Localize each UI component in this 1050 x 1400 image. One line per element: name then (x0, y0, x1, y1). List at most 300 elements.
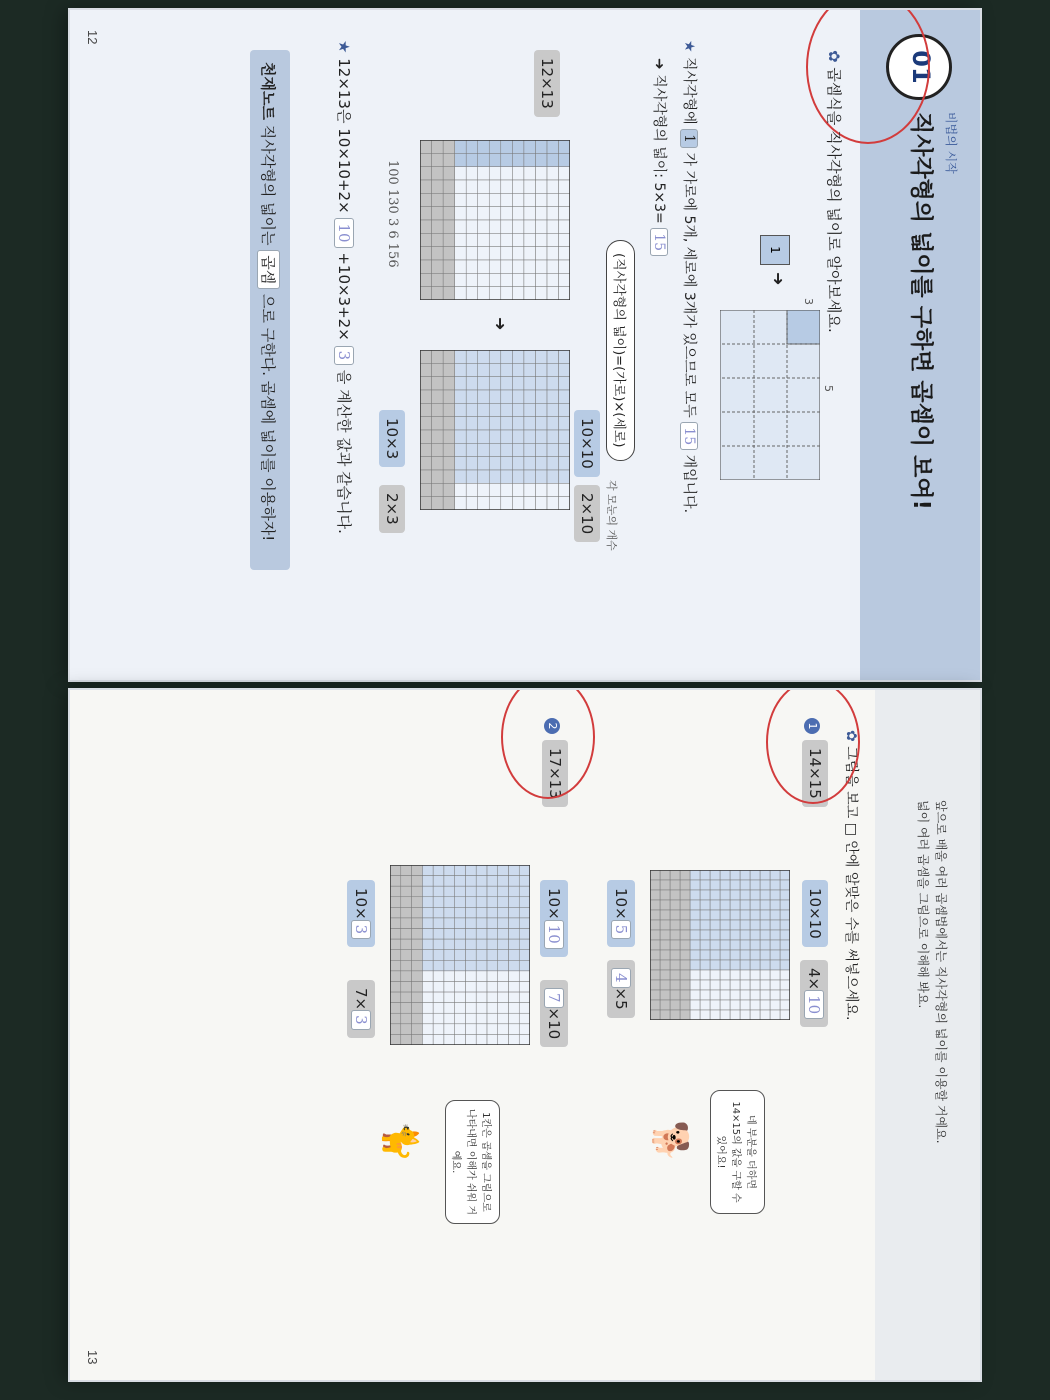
grid-cell (650, 1010, 660, 1020)
grid-cell (780, 940, 790, 950)
grid-cell (670, 910, 680, 920)
grid-cell (680, 950, 690, 960)
grid-cell (508, 971, 519, 982)
grid-cell (680, 1000, 690, 1010)
grid-cell (412, 992, 423, 1003)
grid-cell (498, 950, 509, 961)
grid-cell (770, 1000, 780, 1010)
grid-cell (432, 483, 444, 496)
grid-cell (700, 890, 710, 900)
grid-cell (547, 207, 559, 220)
grid-cell (508, 929, 519, 940)
grid-cell (508, 876, 519, 887)
grid-cell (401, 939, 412, 950)
grid-cell (465, 1024, 476, 1035)
grid-cell (535, 207, 547, 220)
grid-cell (760, 960, 770, 970)
grid-cell (443, 167, 455, 180)
grid-cell (547, 417, 559, 430)
grid-cell (466, 220, 478, 233)
grid-cell (432, 220, 444, 233)
grid-cell (750, 1000, 760, 1010)
grid-cell (535, 260, 547, 273)
grid-cell (390, 876, 401, 887)
grid-cell (432, 377, 444, 390)
grid-cell (720, 950, 730, 960)
grid-cell (524, 457, 536, 470)
grid-cell (501, 377, 513, 390)
grid-cell (524, 193, 536, 206)
grid-cell (524, 470, 536, 483)
grid-cell (740, 1000, 750, 1010)
grid-cell (740, 990, 750, 1000)
grid-cell (720, 990, 730, 1000)
grid-cell (690, 900, 700, 910)
grid-cell (770, 880, 780, 890)
grid-cell (670, 1010, 680, 1020)
grid-cell (466, 140, 478, 153)
grid-cell (444, 1024, 455, 1035)
grid-cell (519, 981, 530, 992)
grid-cell (780, 990, 790, 1000)
grid-cell (422, 1034, 433, 1045)
grid-cell (444, 865, 455, 876)
grid-cell (547, 220, 559, 233)
grid-cell (535, 180, 547, 193)
p1-label-a: 10×10 (802, 880, 828, 947)
arrow-icon: ➜ (491, 317, 510, 331)
grid-cell (422, 897, 433, 908)
grid-cell (770, 980, 780, 990)
grid-cell (478, 287, 490, 300)
grid-cell (740, 1010, 750, 1020)
grid-cell (780, 900, 790, 910)
grid-cell (466, 350, 478, 363)
grid-cell (432, 390, 444, 403)
grid-cell (476, 939, 487, 950)
grid-cell (547, 287, 559, 300)
grid-cell (660, 890, 670, 900)
grid-cell (750, 940, 760, 950)
grid-cell (432, 350, 444, 363)
grid-cell (760, 950, 770, 960)
grid-cell (420, 167, 432, 180)
grid-cell (650, 870, 660, 880)
grid-cell (508, 992, 519, 1003)
grid-cell (420, 180, 432, 193)
grid-cell (750, 880, 760, 890)
grid-cell (512, 363, 524, 376)
grid-cell (547, 377, 559, 390)
grid-cell (412, 1003, 423, 1014)
grid-cell (760, 980, 770, 990)
grid-cell (465, 907, 476, 918)
grid-cell (422, 865, 433, 876)
grid-cell (730, 880, 740, 890)
grid-cell (524, 153, 536, 166)
grid-cell (547, 390, 559, 403)
grid-cell (508, 865, 519, 876)
grid-cell (501, 207, 513, 220)
grid-cell (466, 470, 478, 483)
grid-cell (432, 247, 444, 260)
grid-cell (489, 247, 501, 260)
grid-cell (501, 140, 513, 153)
grid-cell (740, 960, 750, 970)
grid-cell (660, 940, 670, 950)
grid-cell (780, 980, 790, 990)
instruction: ✿ 그림을 보고 □ 안에 알맞은 수를 써넣으세요. (843, 730, 859, 1021)
grid-cell (420, 350, 432, 363)
grid-cell (466, 457, 478, 470)
grid-cell (770, 960, 780, 970)
p2-label-a: 10×10 (540, 880, 568, 957)
grid-cell (498, 992, 509, 1003)
grid-cell (547, 470, 559, 483)
open-workbook (50, 0, 1000, 1400)
grid-cell (455, 497, 467, 510)
grid-cell (700, 1010, 710, 1020)
grid-cell (455, 939, 466, 950)
grid-cell (466, 443, 478, 456)
grid-cell (478, 273, 490, 286)
grid-cell (487, 950, 498, 961)
problem-2-label: 17×13 (542, 740, 568, 807)
grid-cell (465, 876, 476, 887)
grid-cell (478, 430, 490, 443)
grid-cell (420, 207, 432, 220)
grid-cell (476, 876, 487, 887)
grid-cell (420, 470, 432, 483)
grid-cell (501, 403, 513, 416)
grid-cell (455, 971, 466, 982)
grid-cell (444, 950, 455, 961)
grid-cell (443, 457, 455, 470)
grid-5x3-height-label: 3 (802, 298, 815, 305)
grid-cell (433, 897, 444, 908)
grid-cell (558, 363, 570, 376)
grid-cell (465, 992, 476, 1003)
grid-cell (455, 153, 467, 166)
grid-cell (524, 180, 536, 193)
grid-cell (519, 886, 530, 897)
grid-cell (432, 207, 444, 220)
handwriting-sum: 100 130 3 6 156 (385, 160, 400, 268)
grid-cell (478, 403, 490, 416)
grid-cell (750, 990, 760, 1000)
grid-cell (455, 260, 467, 273)
grid-cell (720, 940, 730, 950)
grid-cell (433, 876, 444, 887)
grid-cell (443, 390, 455, 403)
grid-cell (443, 193, 455, 206)
grid-cell (443, 140, 455, 153)
grid-cell (390, 981, 401, 992)
grid-cell (700, 910, 710, 920)
grid-cell (489, 483, 501, 496)
grid-cell (489, 403, 501, 416)
grid-cell (489, 140, 501, 153)
grid-cell (466, 273, 478, 286)
grid-cell (508, 918, 519, 929)
grid-cell (690, 930, 700, 940)
grid-cell (390, 897, 401, 908)
grid-cell (558, 180, 570, 193)
grid-cell (489, 260, 501, 273)
grid-cell (478, 390, 490, 403)
grid-cell (478, 167, 490, 180)
grid-cell (489, 153, 501, 166)
grid-cell (487, 876, 498, 887)
grid-cell (780, 910, 790, 920)
grid-cell (443, 260, 455, 273)
grid-cell (401, 992, 412, 1003)
grid-cell (770, 900, 780, 910)
problem-1-number: 1 (804, 718, 820, 734)
grid-cell (487, 929, 498, 940)
grid-cell (558, 457, 570, 470)
grid-cell (443, 430, 455, 443)
grid-cell (508, 1013, 519, 1024)
grid-cell (524, 140, 536, 153)
grid-cell (412, 960, 423, 971)
grid-cell (512, 167, 524, 180)
grid-cell (498, 876, 509, 887)
grid-cell (519, 897, 530, 908)
grid-cell (519, 1013, 530, 1024)
grid-cell (420, 390, 432, 403)
grid-cell (524, 260, 536, 273)
grid-cell (740, 950, 750, 960)
grid-cell (420, 273, 432, 286)
grid-cell (412, 1024, 423, 1035)
grid-cell (680, 920, 690, 930)
grid-cell (740, 880, 750, 890)
grid-cell (489, 470, 501, 483)
grid-cell (670, 920, 680, 930)
grid-cell (780, 890, 790, 900)
grid-cell (512, 377, 524, 390)
grid-cell (444, 876, 455, 887)
grid-cell (710, 1000, 720, 1010)
grid-cell (690, 950, 700, 960)
grid-cell (512, 430, 524, 443)
grid-cell (720, 980, 730, 990)
grid-cell (660, 930, 670, 940)
grid-cell (390, 960, 401, 971)
grid-cell (660, 950, 670, 960)
grid-cell (455, 886, 466, 897)
grid-cell (690, 910, 700, 920)
grid-cell (512, 207, 524, 220)
grid-cell (498, 1013, 509, 1024)
grid-cell (443, 180, 455, 193)
grid-cell (720, 960, 730, 970)
red-pen-circle (501, 690, 595, 799)
grid-cell (432, 153, 444, 166)
p2-speech-bubble: 1칸은 곱셈을 그림으로 나타내면 이해가 쉬워 거예요. (445, 1100, 500, 1224)
grid-cell (466, 287, 478, 300)
grid-cell (432, 443, 444, 456)
grid-cell (760, 1000, 770, 1010)
grid-cell (420, 417, 432, 430)
grid-cell (730, 900, 740, 910)
grid-cell (432, 457, 444, 470)
grid-cell (487, 1034, 498, 1045)
grid-cell (780, 870, 790, 880)
grid-cell (489, 390, 501, 403)
grid-cell (476, 1024, 487, 1035)
grid-cell (489, 233, 501, 246)
grid-cell (524, 167, 536, 180)
grid-cell (487, 1013, 498, 1024)
grid-cell (650, 880, 660, 890)
grid-cell (680, 990, 690, 1000)
split-label-c: 10×3 (379, 410, 405, 467)
grid-cell (478, 350, 490, 363)
grid-cell (455, 220, 467, 233)
grid-cell (512, 390, 524, 403)
label-12x13: 12×13 (534, 50, 560, 117)
grid-cell (660, 960, 670, 970)
grid-cell (524, 417, 536, 430)
grid-cell (710, 940, 720, 950)
grid-cell (558, 193, 570, 206)
grid-cell (420, 140, 432, 153)
grid-cell (478, 260, 490, 273)
grid-cell (443, 233, 455, 246)
grid-cell (512, 153, 524, 166)
grid-cell (487, 960, 498, 971)
grid-cell (465, 1013, 476, 1024)
formula-box: (직사각형의 넓이)=(가로)×(세로) (606, 240, 635, 461)
grid-cell (519, 876, 530, 887)
grid-cell (770, 870, 780, 880)
paw-icon: ✿ (843, 730, 859, 742)
grid-cell (455, 876, 466, 887)
grid-cell (444, 992, 455, 1003)
grid-cell (390, 1013, 401, 1024)
grid-cell (412, 907, 423, 918)
grid-cell (770, 1010, 780, 1020)
grid-cell (489, 180, 501, 193)
grid-cell (432, 260, 444, 273)
grid-cell (690, 920, 700, 930)
grid-cell (720, 930, 730, 940)
grid-cell (390, 929, 401, 940)
paw-icon: ✿ (825, 50, 843, 63)
grid-cell (512, 233, 524, 246)
p2-label-b: 7×10 (540, 980, 568, 1047)
grid-cell (535, 193, 547, 206)
grid-cell (720, 1000, 730, 1010)
grid-cell (508, 897, 519, 908)
grid-cell (487, 897, 498, 908)
grid-cell (508, 1003, 519, 1014)
grid-cell (780, 1000, 790, 1010)
grid-cell (455, 950, 466, 961)
grid-cell (690, 980, 700, 990)
grid-cell (465, 929, 476, 940)
page-title: 직사각형의 넓이를 구하면 곱셈이 보여! (908, 112, 934, 511)
grid-cell (547, 443, 559, 456)
grid-cell (401, 918, 412, 929)
grid-cell (558, 443, 570, 456)
grid-cell (478, 443, 490, 456)
grid-cell (750, 910, 760, 920)
grid-cell (508, 981, 519, 992)
grid-cell (547, 167, 559, 180)
grid-cell (432, 287, 444, 300)
grid-cell (558, 497, 570, 510)
grid-cell (444, 939, 455, 950)
grid-cell (690, 1000, 700, 1010)
grid-cell (535, 233, 547, 246)
grid-cell (512, 247, 524, 260)
grid-cell (650, 990, 660, 1000)
grid-cell (535, 350, 547, 363)
grid-cell (433, 992, 444, 1003)
p2-label-c: 10×3 (347, 880, 375, 947)
grid-cell (650, 960, 660, 970)
grid-cell (487, 918, 498, 929)
grid-cell (432, 140, 444, 153)
grid-cell (420, 153, 432, 166)
grid-cell (558, 470, 570, 483)
grid-cell (455, 1013, 466, 1024)
grid-cell (422, 929, 433, 940)
grid-cell (465, 897, 476, 908)
grid-cell (501, 193, 513, 206)
grid-cell (770, 970, 780, 980)
grid-cell (501, 417, 513, 430)
grid-cell (512, 140, 524, 153)
grid-cell (547, 193, 559, 206)
page-number-right: 13 (85, 1350, 100, 1365)
grid-cell (476, 950, 487, 961)
grid-cell (433, 971, 444, 982)
grid-cell (519, 950, 530, 961)
grid-cell (465, 939, 476, 950)
grid-cell (420, 193, 432, 206)
grid-cell (512, 287, 524, 300)
grid-cell (519, 1024, 530, 1035)
grid-cell (750, 870, 760, 880)
grid-cell (498, 865, 509, 876)
grid-cell (433, 1034, 444, 1045)
grid-cell (390, 1034, 401, 1045)
grid-cell (780, 970, 790, 980)
grid-cell (512, 193, 524, 206)
grid-cell (650, 1000, 660, 1010)
grid-cell (487, 1024, 498, 1035)
grid-cell (519, 1003, 530, 1014)
sentence-2: ➜ 직사각형의 넓이: 5×3= 15 (650, 58, 670, 256)
grid-cell (501, 363, 513, 376)
grid-cell (412, 876, 423, 887)
grid-cell (730, 990, 740, 1000)
grid-cell (432, 417, 444, 430)
grid-cell (780, 950, 790, 960)
grid-cell (489, 377, 501, 390)
grid-cell (443, 247, 455, 260)
grid-cell (501, 233, 513, 246)
grid-cell (547, 247, 559, 260)
left-page (70, 10, 980, 680)
grid-cell (558, 220, 570, 233)
grid-cell (508, 950, 519, 961)
grid-cell (547, 363, 559, 376)
